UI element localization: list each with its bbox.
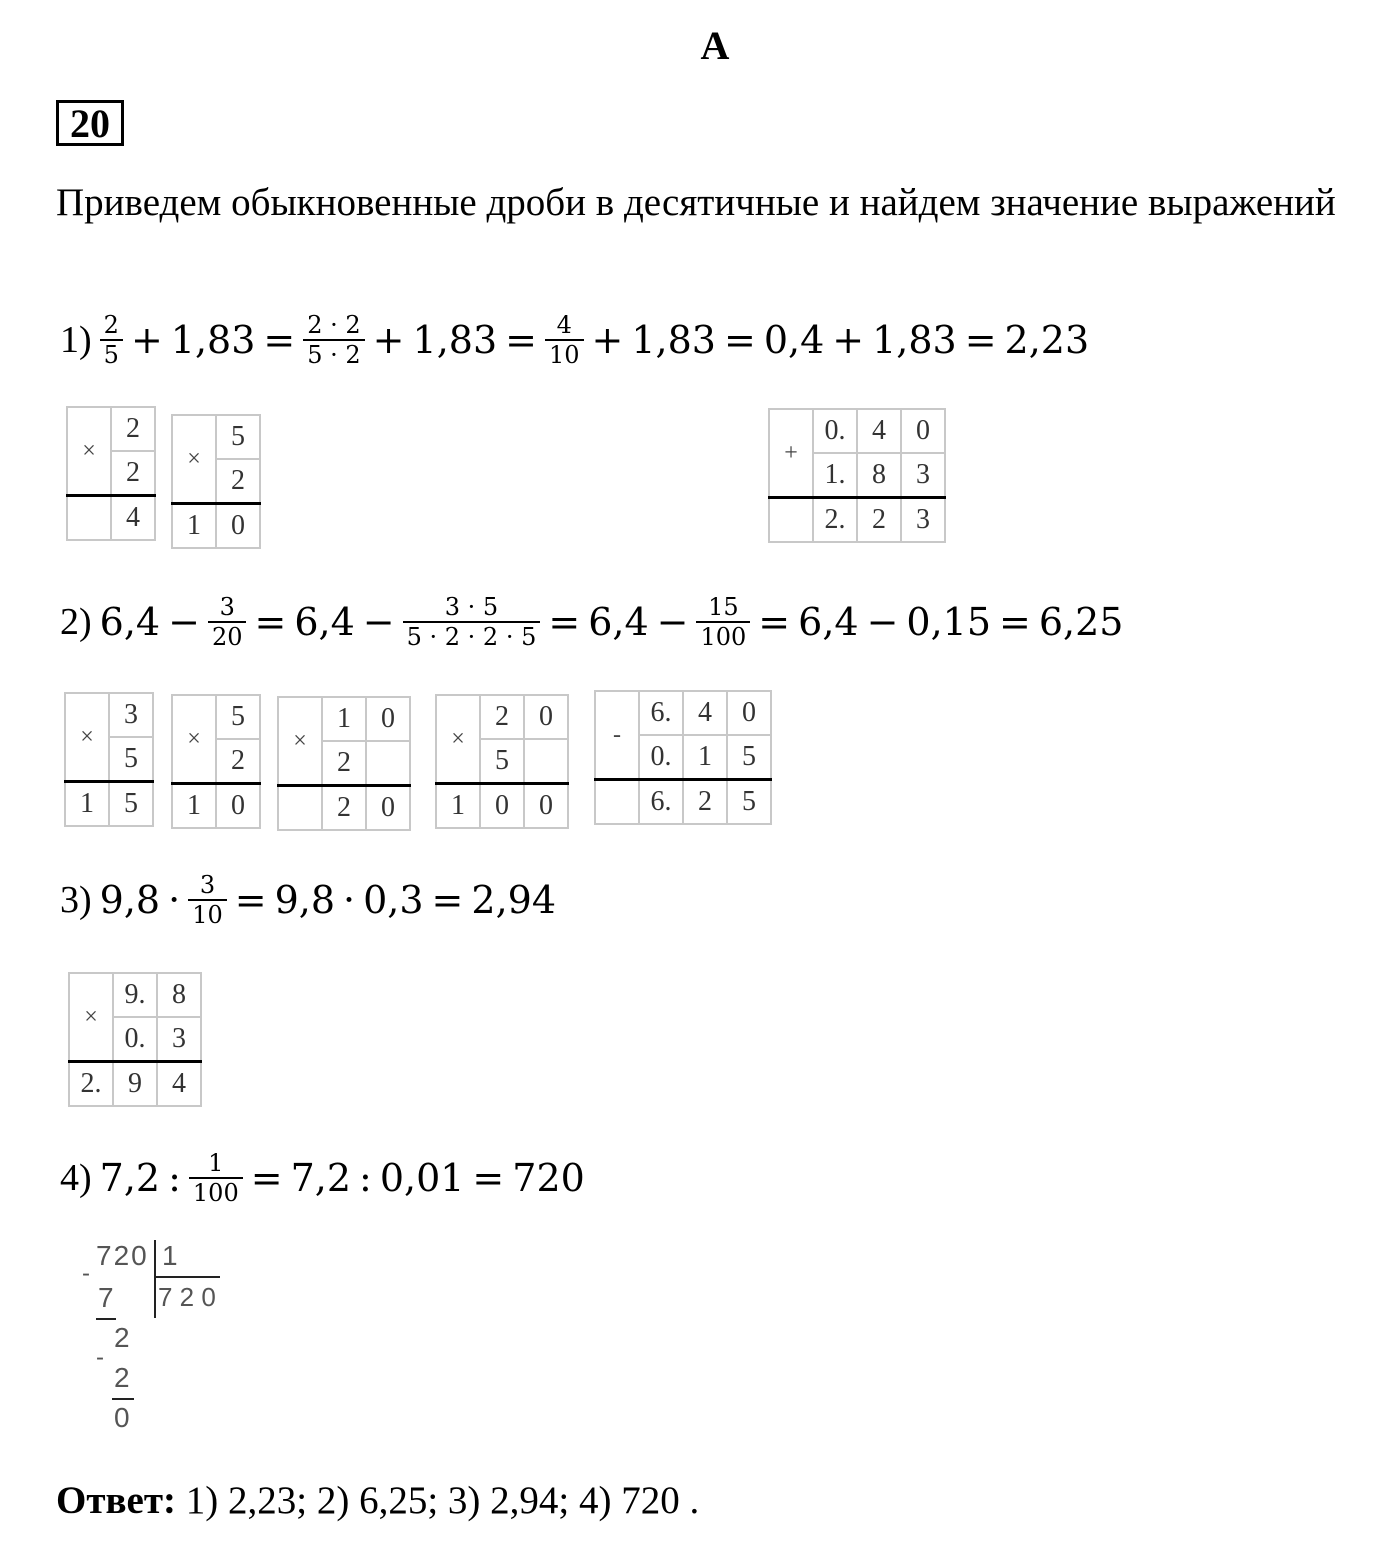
ld-divisor: 1 xyxy=(162,1240,178,1271)
eq2-label: 2) xyxy=(60,601,92,643)
eq3-result: 2,94 xyxy=(471,878,556,922)
intro-text: Приведем обыкновенные дроби в десятичные и найдем значение выражений xyxy=(56,181,1336,224)
eq1-fraction-3: $\frac{4}{10}$ xyxy=(545,311,584,369)
grid-2d-multiplication: × 2 0 5 1 0 0 xyxy=(435,694,569,829)
eq1-fraction-1: $\frac{2}{5}$ xyxy=(100,311,123,369)
eq1-label: 1) xyxy=(60,319,92,361)
eq4-fraction-1: $\frac{1}{100}$ xyxy=(189,1149,243,1207)
eq3-label: 3) xyxy=(60,879,92,921)
ld-subtrahend-1: 7 xyxy=(98,1282,114,1313)
answer-line xyxy=(56,1478,699,1523)
answer-text: 1) 2,23; 2) 6,25; 3) 2,94; 4) 720 . xyxy=(176,1479,700,1522)
grid-2a-multiplication: × 3 5 1 5 xyxy=(64,692,154,827)
equation-3: 3) 9,8 · $\frac{3}{10}$ = 9,8 · 0,3 = 2,94 xyxy=(60,871,556,929)
equation-1: 1) $\frac{2}{5}$ + 1,83 = $\frac{2 \cdot 2}{5 \cdot 2}$ + 1,83 = $\frac{4}{10}$ + 1,83 = 0,4 + 1,83 = 2,23 xyxy=(60,311,1090,369)
eq2-fraction-1: $\frac{3}{20}$ xyxy=(208,593,247,651)
eq1-fraction-2: $\frac{2 \cdot 2}{5 \cdot 2}$ xyxy=(303,311,364,369)
eq4-result: 720 xyxy=(512,1156,585,1200)
grid-2e-subtraction: - 6. 4 0 0. 1 5 6. 2 5 xyxy=(594,690,772,825)
eq4-label: 4) xyxy=(60,1157,92,1199)
section-letter: А xyxy=(700,23,730,68)
grid-1a-multiplication: × 2 2 4 xyxy=(66,406,156,541)
eq2-result: 6,25 xyxy=(1038,600,1124,644)
ld-remainder-2: 0 xyxy=(114,1402,130,1433)
eq1-result: 2,23 xyxy=(1004,318,1090,362)
ld-remainder-1: 2 xyxy=(114,1322,130,1353)
grid-3-multiplication: × 9. 8 0. 3 2. 9 4 xyxy=(68,972,202,1107)
equation-4: 4) 7,2 : $\frac{1}{100}$ = 7,2 : 0,01 = 720 xyxy=(60,1149,585,1207)
ld-quotient: 7 2 0 xyxy=(158,1282,216,1312)
grid-1b-multiplication: × 5 2 1 0 xyxy=(171,414,261,549)
grid-1c-addition: + 0. 4 0 1. 8 3 2. 2 3 xyxy=(768,408,946,543)
equation-2: 2) 6,4 − $\frac{3}{20}$ = 6,4 − $\frac{3 \cdot 5}{5 \cdot 2 \cdot 2 \cdot 5}$ = 6,4 − $\frac{15}{100}$ = 6,4 − 0,15 = 6,25 xyxy=(60,593,1124,651)
ld-dividend: 720 xyxy=(96,1240,149,1271)
task-number: 20 xyxy=(56,100,124,146)
eq2-fraction-3: $\frac{15}{100}$ xyxy=(696,593,750,651)
eq2-fraction-2: $\frac{3 \cdot 5}{5 \cdot 2 \cdot 2 \cdot 5}$ xyxy=(403,593,541,651)
ld-subtrahend-2: 2 xyxy=(114,1362,130,1393)
long-division: 720 1 7 2 0 - 7 2 - 2 0 xyxy=(80,1238,240,1438)
grid-2b-multiplication: × 5 2 1 0 xyxy=(171,694,261,829)
eq3-fraction-1: $\frac{3}{10}$ xyxy=(188,871,227,929)
answer-label: Ответ: xyxy=(56,1479,177,1522)
grid-2c-multiplication: × 1 0 2 2 0 xyxy=(277,696,411,831)
